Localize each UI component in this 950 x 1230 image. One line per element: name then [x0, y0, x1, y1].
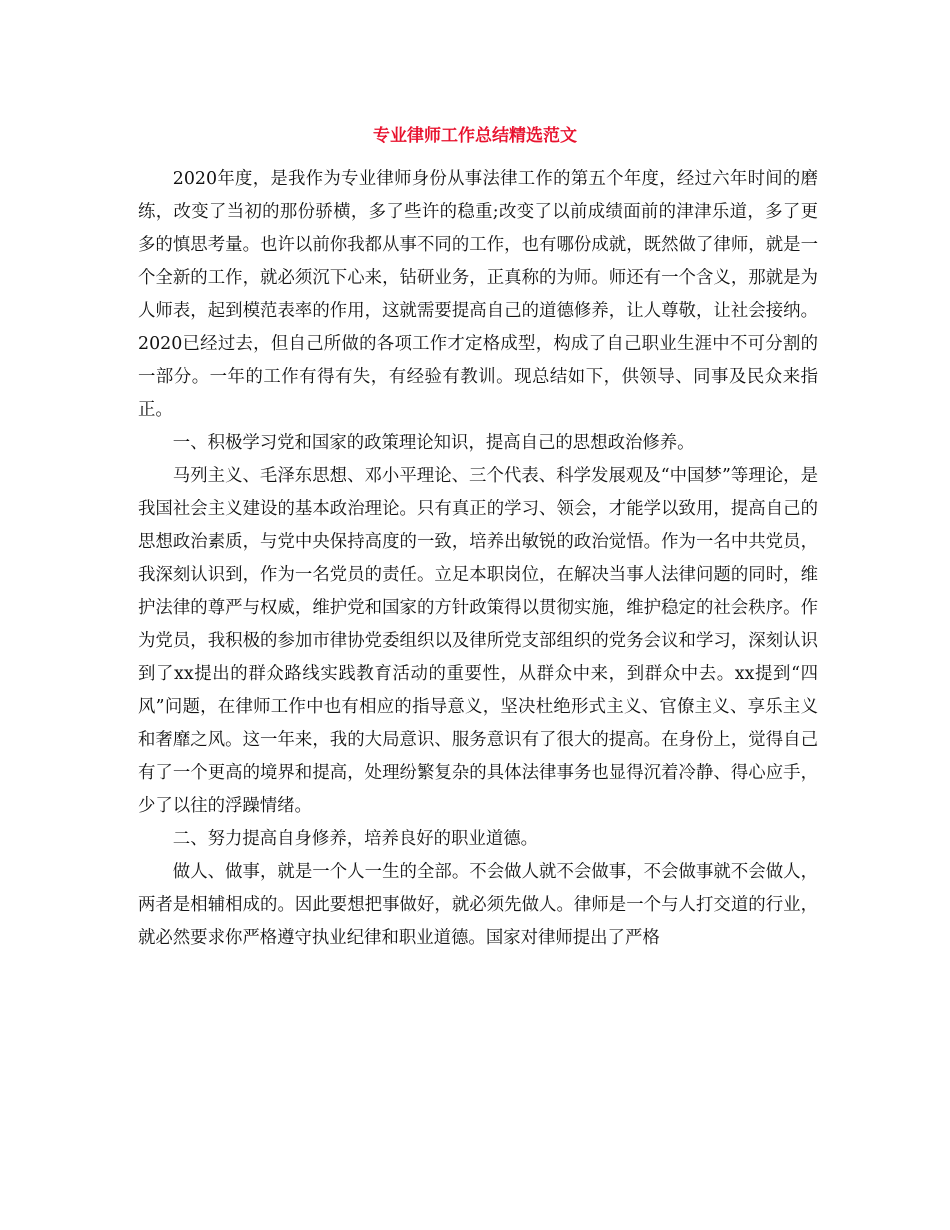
section-heading-2: 二、努力提高自身修养，培养良好的职业道德。 [172, 829, 539, 849]
paragraph-section-2: 做人、做事，就是一个人一生的全部。不会做人就不会做事，不会做事就不会做人，两者是相辅相成的。因此要想把事做好，就必须先做人。律师是一个与人打交道的行业，就必然要求你严格遵守执业纪律和职业道德。国家对律师提出了严格 [138, 862, 818, 948]
document-title: 专业律师工作总结精选范文 [373, 126, 577, 146]
document-body [138, 163, 818, 955]
section-heading-1: 一、积极学习党和国家的政策理论知识，提高自己的思想政治修养。 [172, 433, 695, 453]
paragraph-intro: 2020年度，是我作为专业律师身份从事法律工作的第五个年度，经过六年时间的磨练，改变了当初的那份骄横，多了些许的稳重;改变了以前成绩面前的津津乐道，多了更多的慎思考量。也许以前你我都从事不同的工作，也有哪份成就，既然做了律师，就是一个全新的工作，就必须沉下心来，钻研业务，正真称的为师。师还有一个含义，那就是为人师表，起到模范表率的作用，这就需要提高自己的道德修养，让人尊敬，让社会接纳。2020已经过去，但自己所做的各项工作才定格成型，构成了自己职业生涯中不可分割的一部分。一年的工作有得有失，有经验有教训。现总结如下，供领导、同事及民众来指正。 [138, 169, 818, 420]
paragraph-section-1: 马列主义、毛泽东思想、邓小平理论、三个代表、科学发展观及“中国梦”等理论，是我国社会主义建设的基本政治理论。只有真正的学习、领会，才能学以致用，提高自己的思想政治素质，与党中央保持高度的一致，培养出敏锐的政治觉悟。作为一名中共党员，我深刻认识到，作为一名党员的责任。立足本职岗位，在解决当事人法律问题的同时，维护法律的尊严与权威，维护党和国家的方针政策得以贯彻实施，维护稳定的社会秩序。作为党员，我积极的参加市律协党委组织以及律所党支部组织的党务会议和学习，深刻认识到了xx提出的群众路线实践教育活动的重要性，从群众中来，到群众中去。xx提到“四风”问题，在律师工作中也有相应的指导意义，坚决杜绝形式主义、官僚主义、享乐主义和奢靡之风。这一年来，我的大局意识、服务意识有了很大的提高。在身份上，觉得自己有了一个更高的境界和提高，处理纷繁复杂的具体法律事务也显得沉着冷静、得心应手，少了以往的浮躁情绪。 [138, 466, 818, 816]
